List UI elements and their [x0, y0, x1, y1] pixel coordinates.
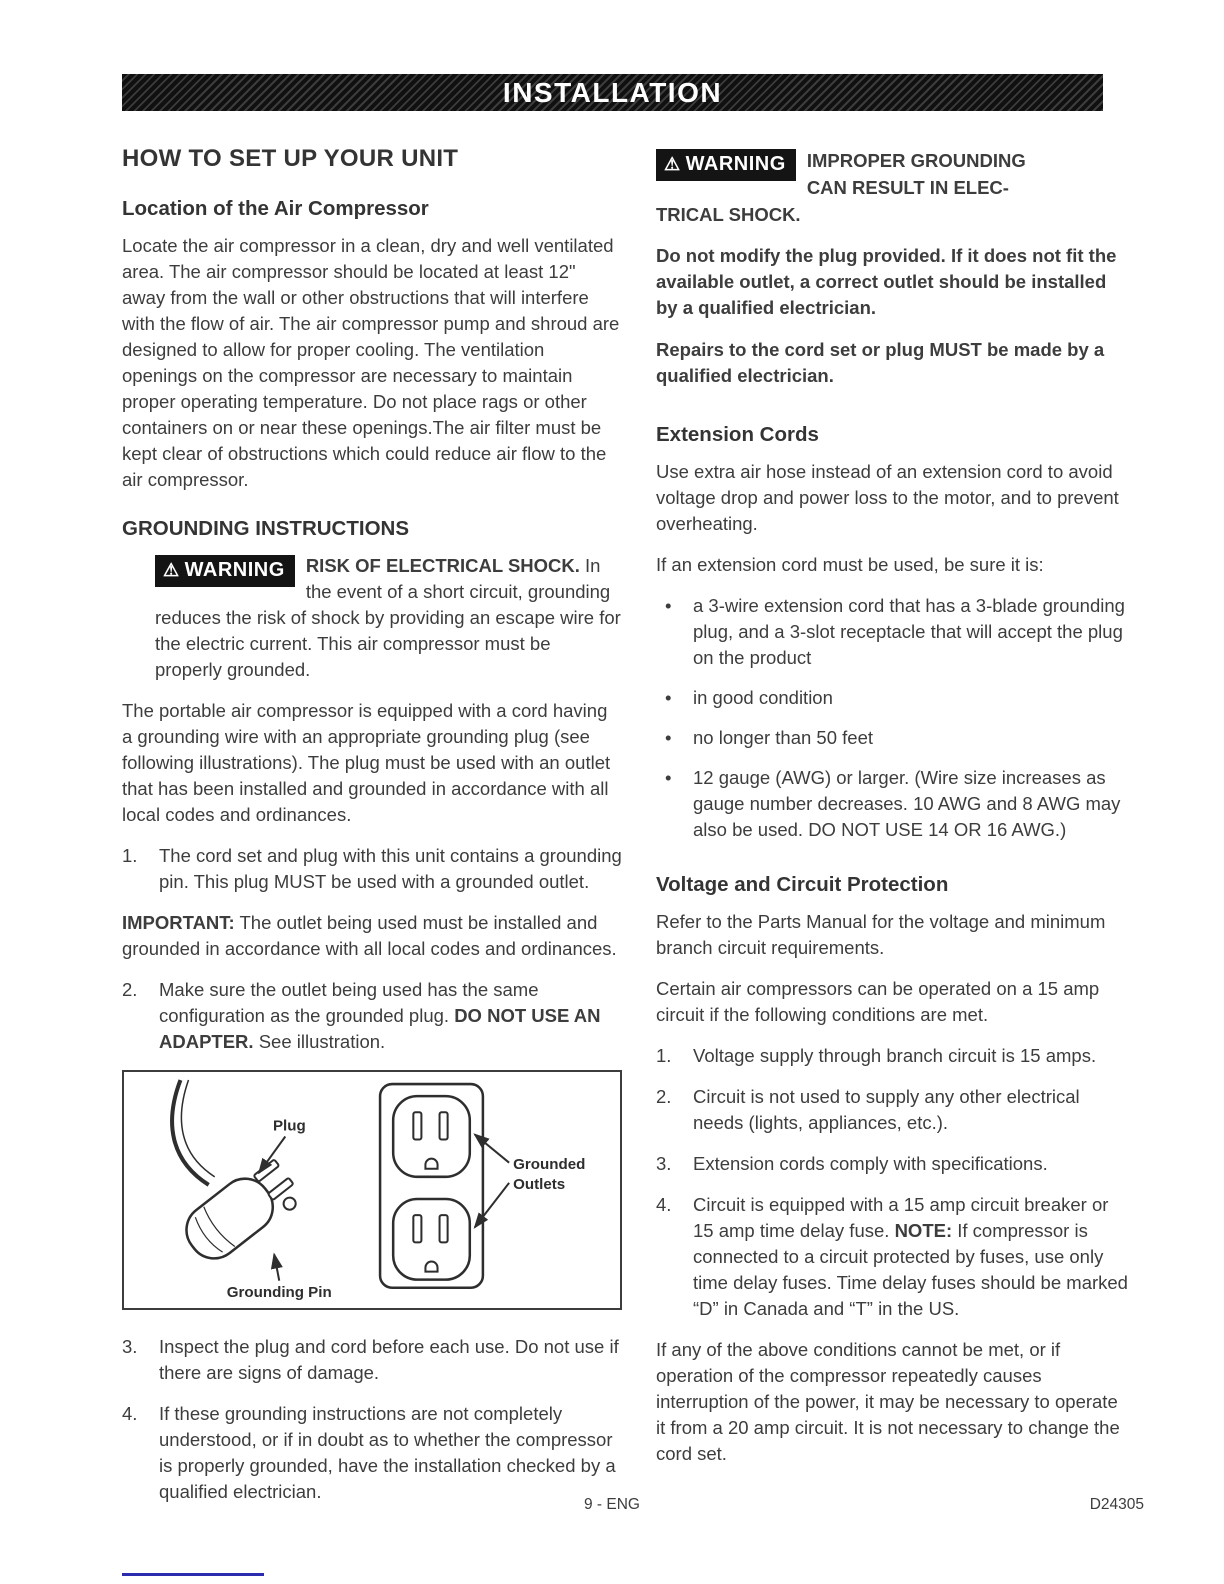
warning-triangle-icon: ⚠	[163, 560, 180, 580]
important-label: IMPORTANT:	[122, 912, 235, 933]
content-columns	[122, 131, 1154, 1520]
right-column	[656, 131, 1132, 1520]
item-number: 4.	[122, 1402, 138, 1424]
bullet-marker: •	[665, 595, 672, 616]
warning-triangle-icon: ⚠	[664, 154, 681, 174]
warning-body-text: In the event of a short circuit, grounding reduces the risk of shock by providing an escape wire for the electric current. This air compressor must be properly grounded.	[155, 555, 621, 680]
item-number: 1.	[656, 1045, 672, 1066]
list-item-4	[122, 1401, 622, 1505]
plug-drawing	[176, 1153, 305, 1272]
warning-line-2: CAN RESULT IN ELEC-	[806, 177, 1009, 198]
plug-outlet-figure	[122, 1070, 622, 1310]
figure-grounding-pin-label: Grounding Pin	[226, 1283, 332, 1301]
important-text: The outlet being used must be installed and grounded in accordance with all local codes and ordinances.	[122, 912, 617, 959]
item-text: If these grounding instructions are not completely understood, or if in doubt as to whether the compressor is properly grounded, have the installation checked by a qualified electrician.	[159, 1402, 616, 1502]
voltage-paragraph-2: Certain air compressors can be operated on a 15 amp circuit if the following conditions are met.	[656, 978, 1100, 1025]
item-number: 2.	[656, 1086, 672, 1107]
power-cord-drawing	[172, 1080, 209, 1185]
note-label: NOTE:	[894, 1220, 953, 1241]
item-text	[693, 1192, 1132, 1322]
item4-pre: Circuit is equipped with a 15 amp circuit breaker or 15 amp time delay fuse.	[693, 1194, 1109, 1241]
banner-title: INSTALLATION	[502, 76, 723, 108]
do-not-modify-paragraph: Do not modify the plug provided. If it does not fit the available outlet, a correct outlet should be installed by a qualified electrician.	[656, 245, 1117, 318]
warning-badge	[155, 555, 295, 587]
item-number: 3.	[656, 1153, 672, 1174]
item-text: Voltage supply through branch circuit is 15 amps.	[693, 1045, 1097, 1066]
list-item-2	[122, 977, 622, 1055]
warning-badge-label: WARNING	[184, 559, 285, 581]
bullet-text: no longer than 50 feet	[693, 727, 874, 748]
bullet-text: in good condition	[693, 687, 833, 708]
repairs-paragraph: Repairs to the cord set or plug MUST be made by a qualified electrician.	[656, 339, 1105, 386]
item-number: 2.	[122, 979, 138, 1000]
item-number: 4.	[656, 1194, 672, 1215]
plug-outlet-illustration	[128, 1076, 616, 1304]
item-text: Circuit is not used to supply any other electrical needs (lights, appliances, etc.).	[693, 1086, 1080, 1133]
item-text	[159, 977, 622, 1055]
bullet-marker: •	[665, 687, 672, 708]
warning-bold-text: RISK OF ELECTRICAL SHOCK.	[305, 555, 580, 576]
voltage-final-paragraph: If any of the above conditions cannot be met, or if operation of the compressor repeatedly causes interruption of the power, it may be necessary to operate it from a 20 amp circuit. It is not necessary to change the cord set.	[656, 1339, 1120, 1464]
bullet-text: a 3-wire extension cord that has a 3-blade grounding plug, and a 3-slot receptacle that will accept the plug on the product	[693, 595, 1125, 668]
grounding-warning-block	[155, 553, 622, 683]
page-number: 9 - ENG	[584, 1496, 640, 1513]
bullet-marker: •	[665, 767, 672, 788]
item4-post: If compressor is connected to a circuit protected by fuses, use only time delay fuses. Time delay fuses should be marked “D” in Canada and “T” in the US.	[693, 1220, 1128, 1319]
extension-paragraph-1: Use extra air hose instead of an extension cord to avoid voltage drop and power loss to the motor, and to prevent overheating.	[656, 461, 1119, 534]
heading-voltage-protection: Voltage and Circuit Protection	[656, 873, 949, 896]
footer-blue-line	[122, 1573, 264, 1576]
warning-badge-label: WARNING	[685, 153, 786, 175]
item-text: The cord set and plug with this unit contains a grounding pin. This plug MUST be used with a grounded outlet.	[159, 845, 622, 892]
item-number: 1.	[122, 845, 138, 866]
bullet-item-1	[656, 593, 1132, 671]
bullet-marker: •	[665, 727, 672, 748]
grounding-pin-arrow	[274, 1254, 279, 1280]
item-number: 3.	[122, 1335, 138, 1357]
warning-line-3: TRICAL SHOCK.	[656, 204, 801, 225]
voltage-paragraph-1: Refer to the Parts Manual for the voltage and minimum branch circuit requirements.	[656, 911, 1106, 958]
plug-ground-pin	[281, 1195, 298, 1212]
bullet-text: 12 gauge (AWG) or larger. (Wire size increases as gauge number decreases. 10 AWG and 8 AWG may also be used. DO NOT USE 14 OR 16 AWG.)	[693, 767, 1121, 840]
heading-extension-cords: Extension Cords	[656, 423, 819, 446]
outlet-drawing	[380, 1084, 483, 1288]
item-text: Extension cords comply with specifications.	[693, 1153, 1048, 1174]
section-banner	[122, 74, 1103, 111]
voltage-item-3	[656, 1151, 1132, 1177]
voltage-item-4	[656, 1192, 1132, 1322]
bullet-item-4	[656, 765, 1132, 843]
left-column	[122, 131, 622, 1520]
list-item-3	[122, 1334, 622, 1386]
voltage-item-2	[656, 1084, 1132, 1136]
item2-bold: DO NOT USE AN ADAPTER.	[159, 1005, 601, 1052]
improper-grounding-warning-block	[656, 147, 1132, 228]
list-item-1	[122, 843, 622, 895]
warning-badge	[656, 149, 796, 181]
figure-plug-label: Plug	[272, 1117, 306, 1135]
extension-paragraph-2: If an extension cord must be used, be sure it is:	[656, 554, 1044, 575]
grounding-paragraph: The portable air compressor is equipped with a cord having a grounding wire with an appropriate grounding plug (see following illustrations). The plug must be used with an outlet that has been installed and grounded in accordance with all local codes and ordinances.	[122, 700, 611, 825]
bullet-item-3	[656, 725, 1132, 751]
bullet-item-2	[656, 685, 1132, 711]
page-title: HOW TO SET UP YOUR UNIT	[122, 145, 459, 172]
voltage-item-1	[656, 1043, 1132, 1069]
item2-post: See illustration.	[253, 1031, 386, 1052]
figure-outlets-label-line2: Outlets	[513, 1175, 566, 1193]
warning-line-1: IMPROPER GROUNDING	[806, 150, 1026, 171]
item-text: Inspect the plug and cord before each use. Do not use if there are signs of damage.	[159, 1335, 619, 1383]
heading-location: Location of the Air Compressor	[122, 197, 429, 220]
document-number: D24305	[1089, 1496, 1144, 1513]
heading-grounding: GROUNDING INSTRUCTIONS	[122, 517, 409, 540]
item2-pre: Make sure the outlet being used has the same configuration as the grounded plug.	[159, 979, 539, 1026]
important-paragraph	[122, 910, 622, 962]
location-paragraph: Locate the air compressor in a clean, dry and well ventilated area. The air compressor should be located at least 12" away from the wall or other obstructions that will interfere with the flow of air. The air compressor pump and shroud are designed to allow for proper cooling. The ventilation openings on the compressor are necessary to maintain proper operating temperature. Do not place rags or other containers on or near these openings.The air filter must be kept clear of obstructions which could reduce air flow to the air compressor.	[122, 235, 620, 490]
figure-outlets-label-line1: Grounded	[513, 1155, 586, 1173]
